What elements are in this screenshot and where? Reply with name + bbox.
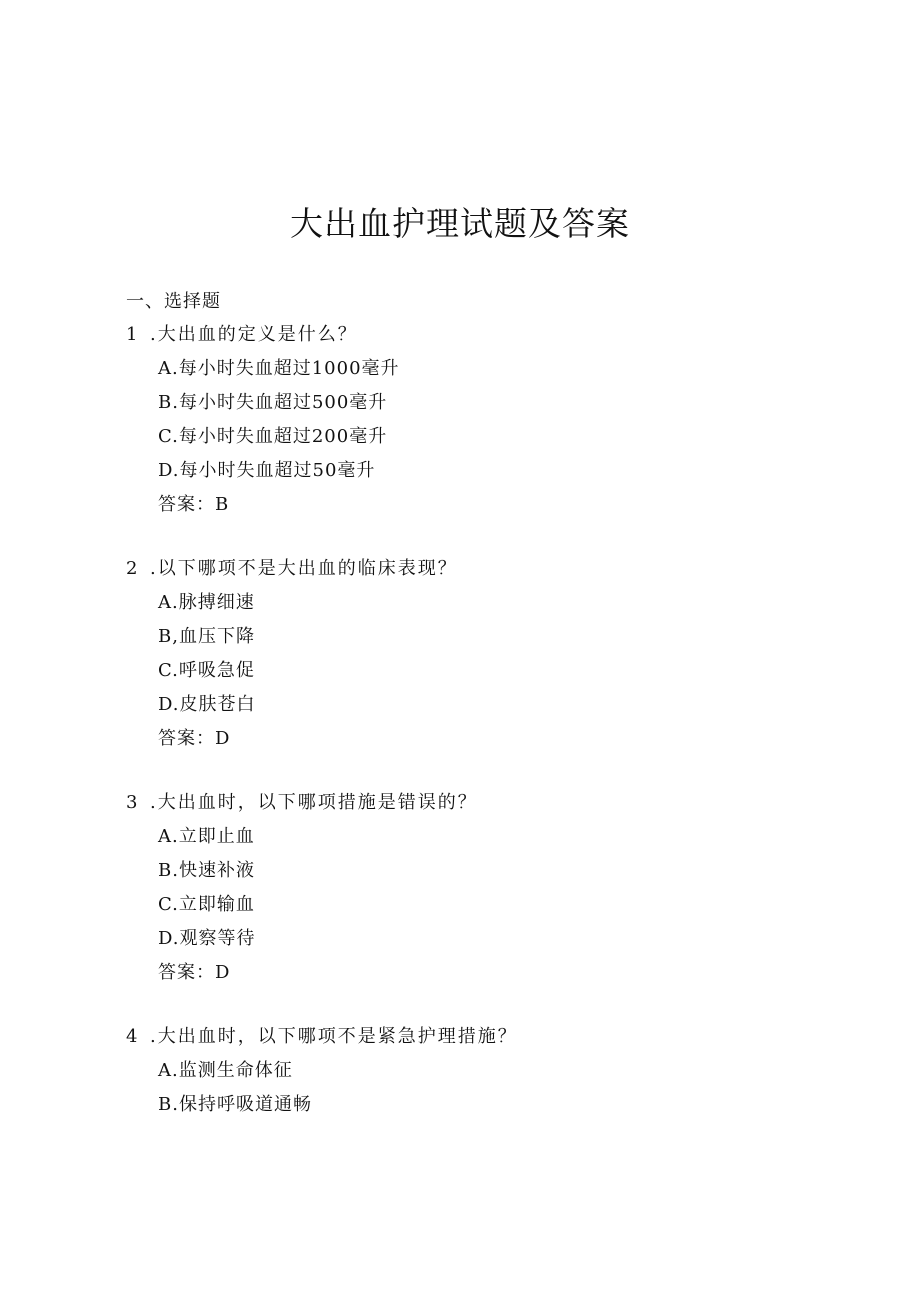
question-text bbox=[126, 556, 826, 582]
option-b: B.保持呼吸道通畅 bbox=[158, 1094, 312, 1115]
answer: 答案：B bbox=[158, 494, 230, 515]
question-2 bbox=[126, 556, 826, 752]
question-stem: .大出血的定义是什么？ bbox=[150, 324, 358, 345]
option-d: D.皮肤苍白 bbox=[158, 694, 256, 715]
answer: 答案：D bbox=[158, 962, 231, 983]
option-b: B,血压下降 bbox=[158, 626, 255, 647]
question-stem: .大出血时，以下哪项不是紧急护理措施？ bbox=[150, 1026, 518, 1047]
option-d: D.每小时失血超过50毫升 bbox=[158, 460, 376, 481]
question-3 bbox=[126, 790, 826, 986]
question-1 bbox=[126, 322, 826, 518]
question-stem: .以下哪项不是大出血的临床表现？ bbox=[150, 558, 458, 579]
answer: 答案：D bbox=[158, 728, 231, 749]
option-d: D.观察等待 bbox=[158, 928, 256, 949]
section-heading: 一、选择题 bbox=[126, 291, 221, 312]
option-a: A.脉搏细速 bbox=[158, 592, 255, 613]
option-a: A.立即止血 bbox=[158, 826, 255, 847]
question-stem: .大出血时，以下哪项措施是错误的？ bbox=[150, 792, 478, 813]
question-number: 3 bbox=[126, 792, 140, 813]
option-c: C.每小时失血超过200毫升 bbox=[158, 426, 388, 447]
option-c: C.立即输血 bbox=[158, 894, 255, 915]
option-b: B.每小时失血超过500毫升 bbox=[158, 392, 388, 413]
option-a: A.监测生命体征 bbox=[158, 1060, 293, 1081]
question-text bbox=[126, 790, 826, 816]
question-text bbox=[126, 322, 826, 348]
question-number: 4 bbox=[126, 1026, 140, 1047]
option-c: C.呼吸急促 bbox=[158, 660, 255, 681]
option-b: B.快速补液 bbox=[158, 860, 255, 881]
question-number: 2 bbox=[126, 558, 140, 579]
document-title: 大出血护理试题及答案 bbox=[290, 204, 630, 243]
question-number: 1 bbox=[126, 324, 140, 345]
question-4 bbox=[126, 1024, 826, 1118]
option-a: A.每小时失血超过1000毫升 bbox=[158, 358, 400, 379]
question-text bbox=[126, 1024, 826, 1050]
